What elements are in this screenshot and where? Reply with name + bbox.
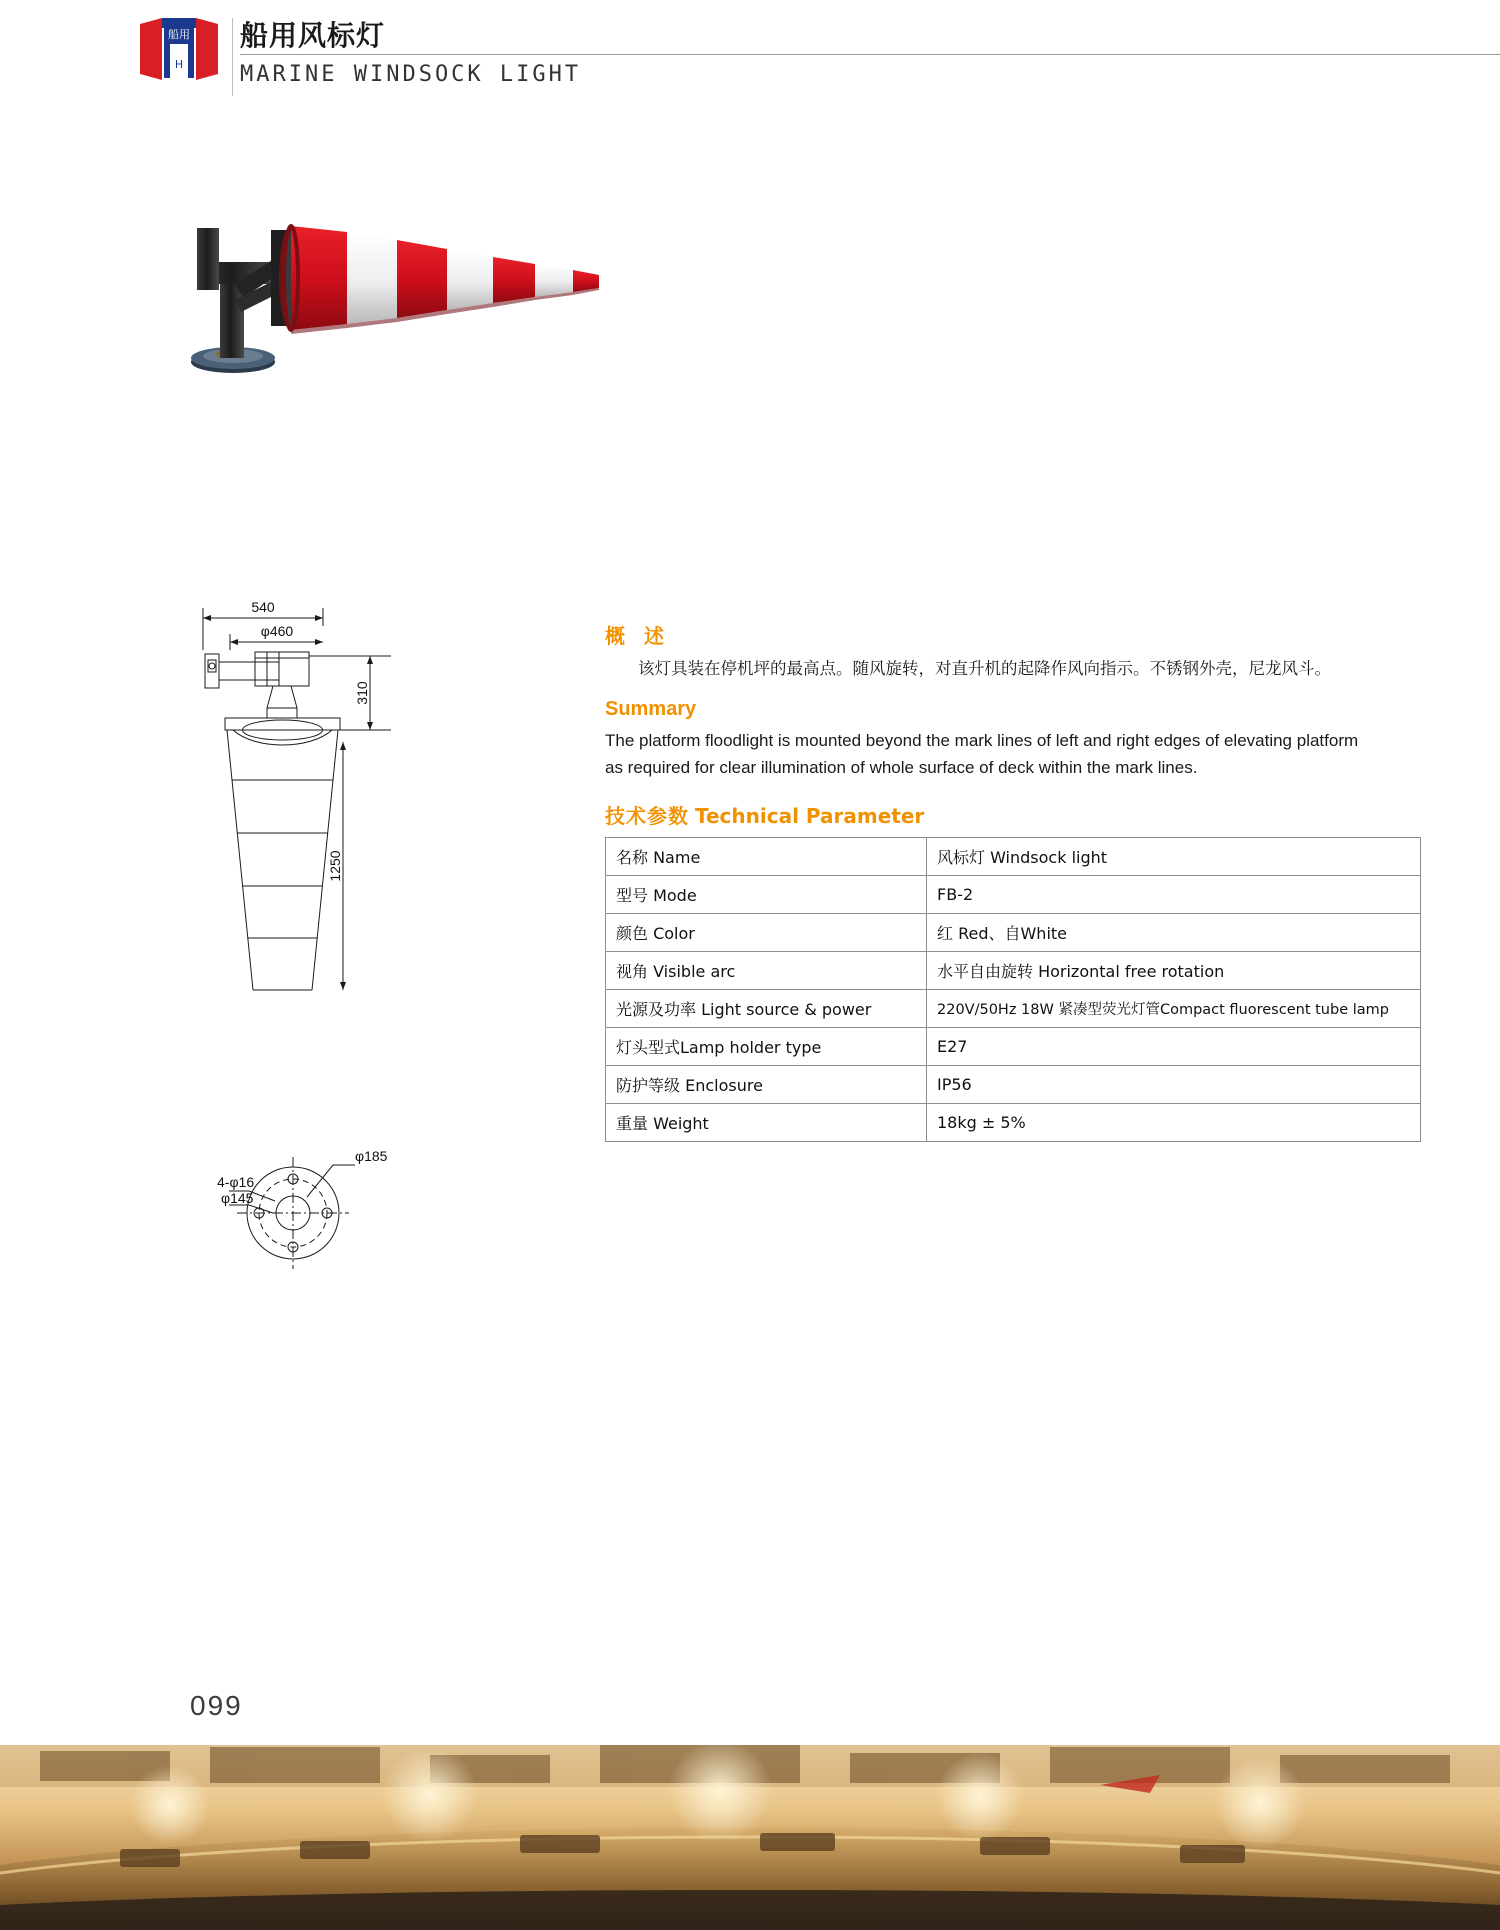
dim-phi145: φ145 (221, 1190, 254, 1206)
svg-text:H: H (174, 58, 184, 71)
param-label: 灯头型式Lamp holder type (606, 1027, 927, 1065)
table-row (606, 951, 1421, 989)
param-value: 风标灯 Windsock light (927, 837, 1421, 875)
param-label: 颜色 Color (606, 913, 927, 951)
windsock-photo-illustration (175, 210, 605, 410)
param-value: 红 Red、自White (927, 913, 1421, 951)
table-row (606, 1027, 1421, 1065)
dim-phi185: φ185 (355, 1148, 388, 1164)
page-title-zh: 船用风标灯 (240, 19, 386, 52)
dim-4-phi16: 4-φ16 (217, 1174, 255, 1190)
overview-body-zh: 该灯具装在停机坪的最高点。随风旋转，对直升机的起降作风向指示。不锈钢外壳，尼龙风斗。 (638, 659, 1331, 678)
technical-drawing-baseplate (215, 1135, 395, 1275)
param-label: 防护等级 Enclosure (606, 1065, 927, 1103)
param-value: E27 (927, 1027, 1421, 1065)
param-label: 重量 Weight (606, 1103, 927, 1141)
svg-text:船用: 船用 (168, 28, 190, 41)
dim-1250: 1250 (327, 850, 343, 882)
param-value: IP56 (927, 1065, 1421, 1103)
table-row (606, 837, 1421, 875)
technical-drawing-elevation (195, 590, 455, 1110)
elevation-drawing (195, 590, 455, 1110)
table-row (606, 989, 1421, 1027)
table-row (606, 1065, 1421, 1103)
param-label: 视角 Visible arc (606, 951, 927, 989)
table-row (606, 1103, 1421, 1141)
table-row (606, 875, 1421, 913)
header-divider (232, 18, 233, 96)
dim-phi460: φ460 (260, 623, 294, 639)
parameter-heading-zh: 技术参数 (605, 803, 689, 828)
parameter-heading-en: Technical Parameter (695, 803, 925, 828)
parameter-heading (605, 800, 1380, 829)
content-column (605, 620, 1389, 1142)
company-logo (140, 18, 218, 80)
logo-mark-icon (140, 18, 218, 80)
night-harbour-photo (0, 1745, 1500, 1930)
param-value: 18kg ± 5% (927, 1103, 1421, 1141)
overview-heading-zh: 概 述 (605, 624, 670, 648)
param-label: 名称 Name (606, 837, 927, 875)
footer-banner-image (0, 1745, 1500, 1930)
param-label: 型号 Mode (606, 875, 927, 913)
param-value: 220V/50Hz 18W 紧凑型荧光灯管Compact fluorescent tube lamp (927, 989, 1421, 1027)
page-number: 099 (190, 1690, 243, 1721)
page-header (140, 10, 1380, 95)
title-rule (240, 54, 1500, 55)
summary-body-en: The platform floodlight is mounted beyond the mark lines of left and right edges of elevating platform as required for clear illumination of whole surface of deck within the mark lines. (605, 730, 1359, 778)
baseplate-drawing (215, 1135, 395, 1275)
summary-heading-en: Summary (605, 697, 697, 720)
dim-540: 540 (251, 599, 275, 615)
table-row (606, 913, 1421, 951)
param-value: 水平自由旋转 Horizontal free rotation (927, 951, 1421, 989)
param-label: 光源及功率 Light source & power (606, 989, 927, 1027)
product-photo (175, 210, 605, 410)
param-value: FB-2 (927, 875, 1421, 913)
page-title-en: MARINE WINDSOCK LIGHT (240, 62, 582, 87)
technical-parameter-table (605, 837, 1421, 1142)
dim-310: 310 (354, 681, 370, 705)
